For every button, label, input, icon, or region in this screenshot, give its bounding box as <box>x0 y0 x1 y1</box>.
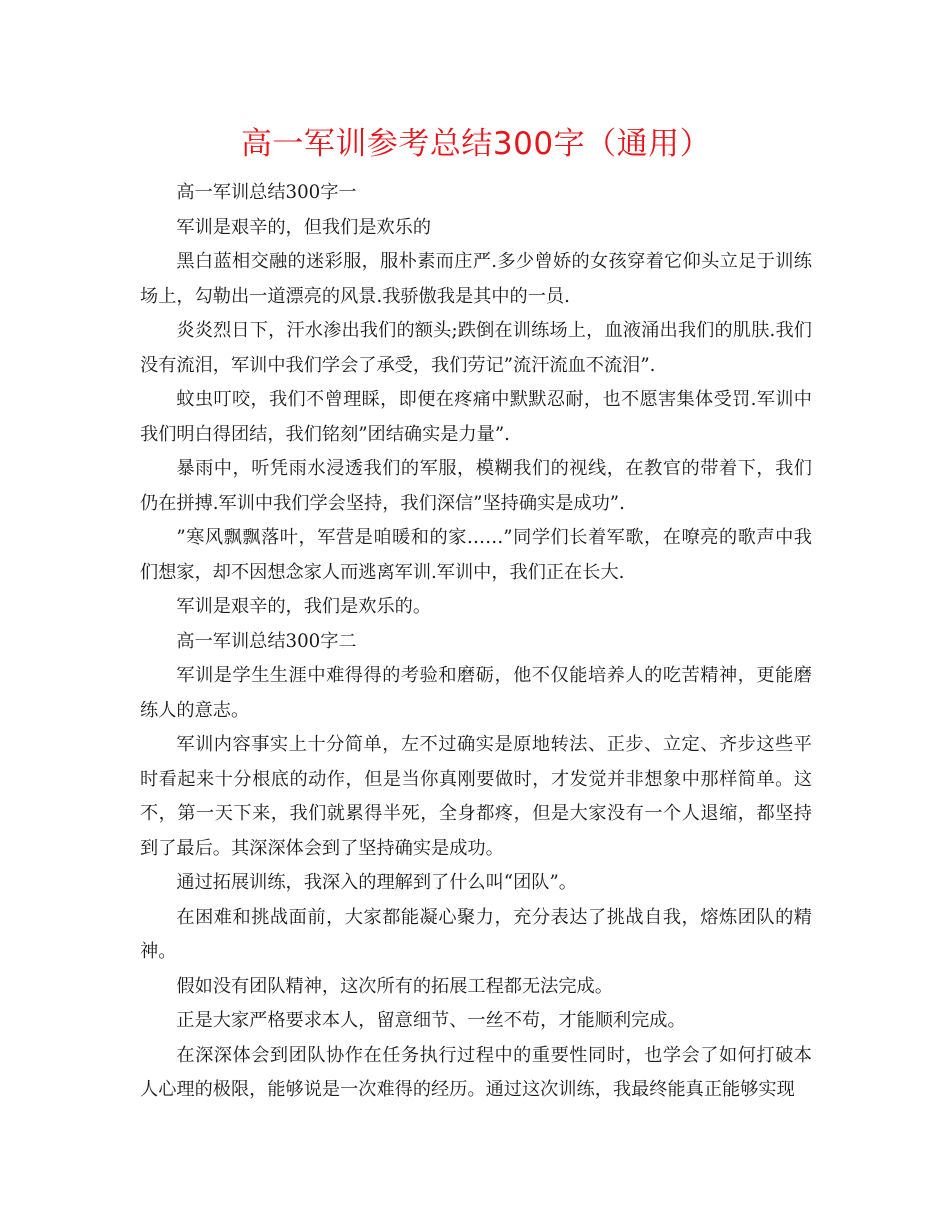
paragraph: ”寒风飘飘落叶，军营是咱暖和的家……”同学们长着军歌，在嘹亮的歌声中我们想家，却不因想念家人而逃离军训.军训中，我们正在长大. <box>140 527 812 583</box>
paragraph: 暴雨中，听凭雨水浸透我们的军服，模糊我们的视线，在教官的带着下，我们仍在拼搏.军训中我们学会坚持，我们深信”坚持确实是成功”. <box>140 458 812 514</box>
document-title: 高一军训参考总结300字（通用） <box>240 126 712 162</box>
paragraph: 军训是艰辛的，但我们是欢乐的 <box>176 216 432 238</box>
paragraph-section-heading-2: 高一军训总结300字二 <box>176 630 357 652</box>
paragraph: 通过拓展训练，我深入的理解到了什么叫“团队”。 <box>176 872 577 893</box>
paragraph-section-heading-1: 高一军训总结300字一 <box>176 182 357 203</box>
paragraph: 炎炎烈日下，汗水渗出我们的额头;跌倒在训练场上，血液涌出我们的肌肤.我们没有流泪，军训中我们学会了承受，我们劳记”流汗流血不流泪”. <box>140 320 812 376</box>
paragraph: 军训是艰辛的，我们是欢乐的。 <box>176 596 432 617</box>
paragraph: 军训内容事实上十分简单，左不过确实是原地转法、正步、立定、齐步这些平时看起来十分根底的动作，但是当你真刚要做时，才发觉并非想象中那样简单。这不，第一天下来，我们就累得半死，全身都疼，但是大家没有一个人退缩，都坚持到了最后。其深深体会到了坚持确实是成功。 <box>140 734 812 859</box>
paragraph: 假如没有团队精神，这次所有的拓展工程都无法完成。 <box>176 975 613 997</box>
paragraph: 黑白蓝相交融的迷彩服，服朴素而庄严.多少曾娇的女孩穿着它仰头立足于训练场上，勾勒出一道漂亮的风景.我骄傲我是其中的一员. <box>140 251 812 307</box>
paragraph: 军训是学生生涯中难得得的考验和磨砺，他不仅能培养人的吃苦精神，更能磨练人的意志。 <box>140 665 812 721</box>
paragraph: 蚊虫叮咬，我们不曾理睬，即便在疼痛中默默忍耐，也不愿害集体受罚.军训中我们明白得团结，我们铭刻”团结确实是力量”. <box>140 389 812 445</box>
paragraph: 正是大家严格要求本人，留意细节、一丝不苟，才能顺利完成。 <box>176 1010 686 1031</box>
paragraph: 在深深体会到团队协作在任务执行过程中的重要性同时，也学会了如何打破本人心理的极限，能够说是一次难得的经历。通过这次训练，我最终能真正能够实现 <box>140 1044 812 1100</box>
paragraph: 在困难和挑战面前，大家都能凝心聚力，充分表达了挑战自我，熔炼团队的精神。 <box>140 906 812 962</box>
document-page <box>140 118 812 1108</box>
document-body <box>140 176 812 1108</box>
